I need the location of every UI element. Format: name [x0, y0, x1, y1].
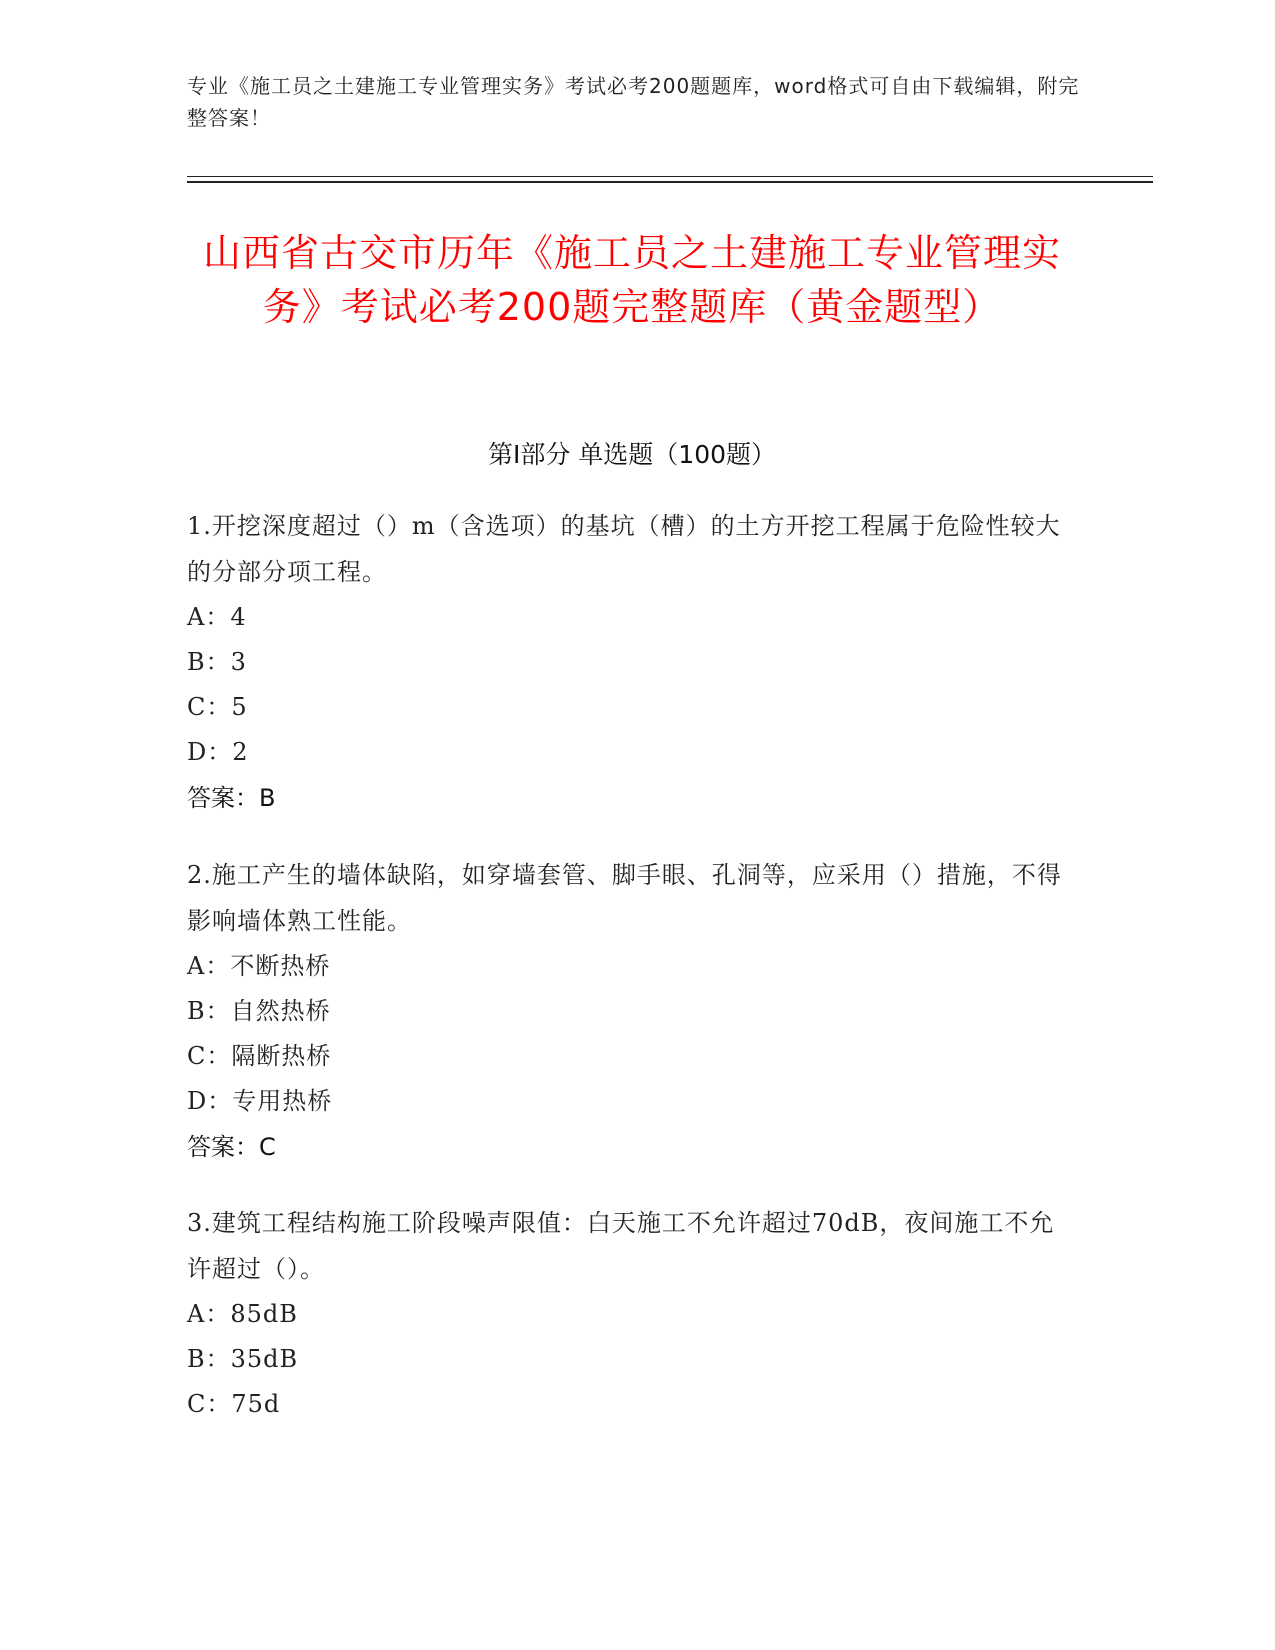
answer: 答案：C — [187, 1133, 276, 1161]
option-d: D：2 — [187, 738, 249, 766]
document-title: 山西省古交市历年《施工员之土建施工专业管理实务》考试必考200题完整题库（黄金题型） — [202, 231, 1061, 329]
option-a: A：4 — [187, 603, 247, 631]
question-stem: 1.开挖深度超过（）m（含选项）的基坑（槽）的土方开挖工程属于危险性较大的分部分项工程。 — [187, 512, 1061, 586]
option-c: C：75d — [187, 1390, 281, 1418]
section-heading: 第Ⅰ部分 单选题（100题） — [487, 440, 777, 469]
header-divider-thin — [187, 176, 1153, 177]
option-b: B：自然热桥 — [187, 997, 331, 1025]
answer: 答案：B — [187, 784, 276, 812]
option-b: B：3 — [187, 648, 247, 676]
question-stem: 3.建筑工程结构施工阶段噪声限值：白天施工不允许超过70dB，夜间施工不允许超过（）。 — [187, 1209, 1055, 1283]
option-c: C：5 — [187, 693, 248, 721]
option-d: D：专用热桥 — [187, 1087, 333, 1115]
header-divider-thick — [187, 181, 1153, 183]
question-2 — [187, 852, 1067, 1170]
option-c: C：隔断热桥 — [187, 1042, 332, 1070]
option-a: A：85dB — [187, 1300, 298, 1328]
option-b: B：35dB — [187, 1345, 299, 1373]
question-3 — [187, 1200, 1067, 1427]
option-a: A：不断热桥 — [187, 952, 331, 980]
question-1 — [187, 503, 1067, 821]
question-stem: 2.施工产生的墙体缺陷，如穿墙套管、脚手眼、孔洞等，应采用（）措施，不得影响墙体熟工性能。 — [187, 861, 1062, 935]
header-note: 专业《施工员之土建施工专业管理实务》考试必考200题题库，word格式可自由下载编辑，附完整答案！ — [187, 74, 1080, 130]
